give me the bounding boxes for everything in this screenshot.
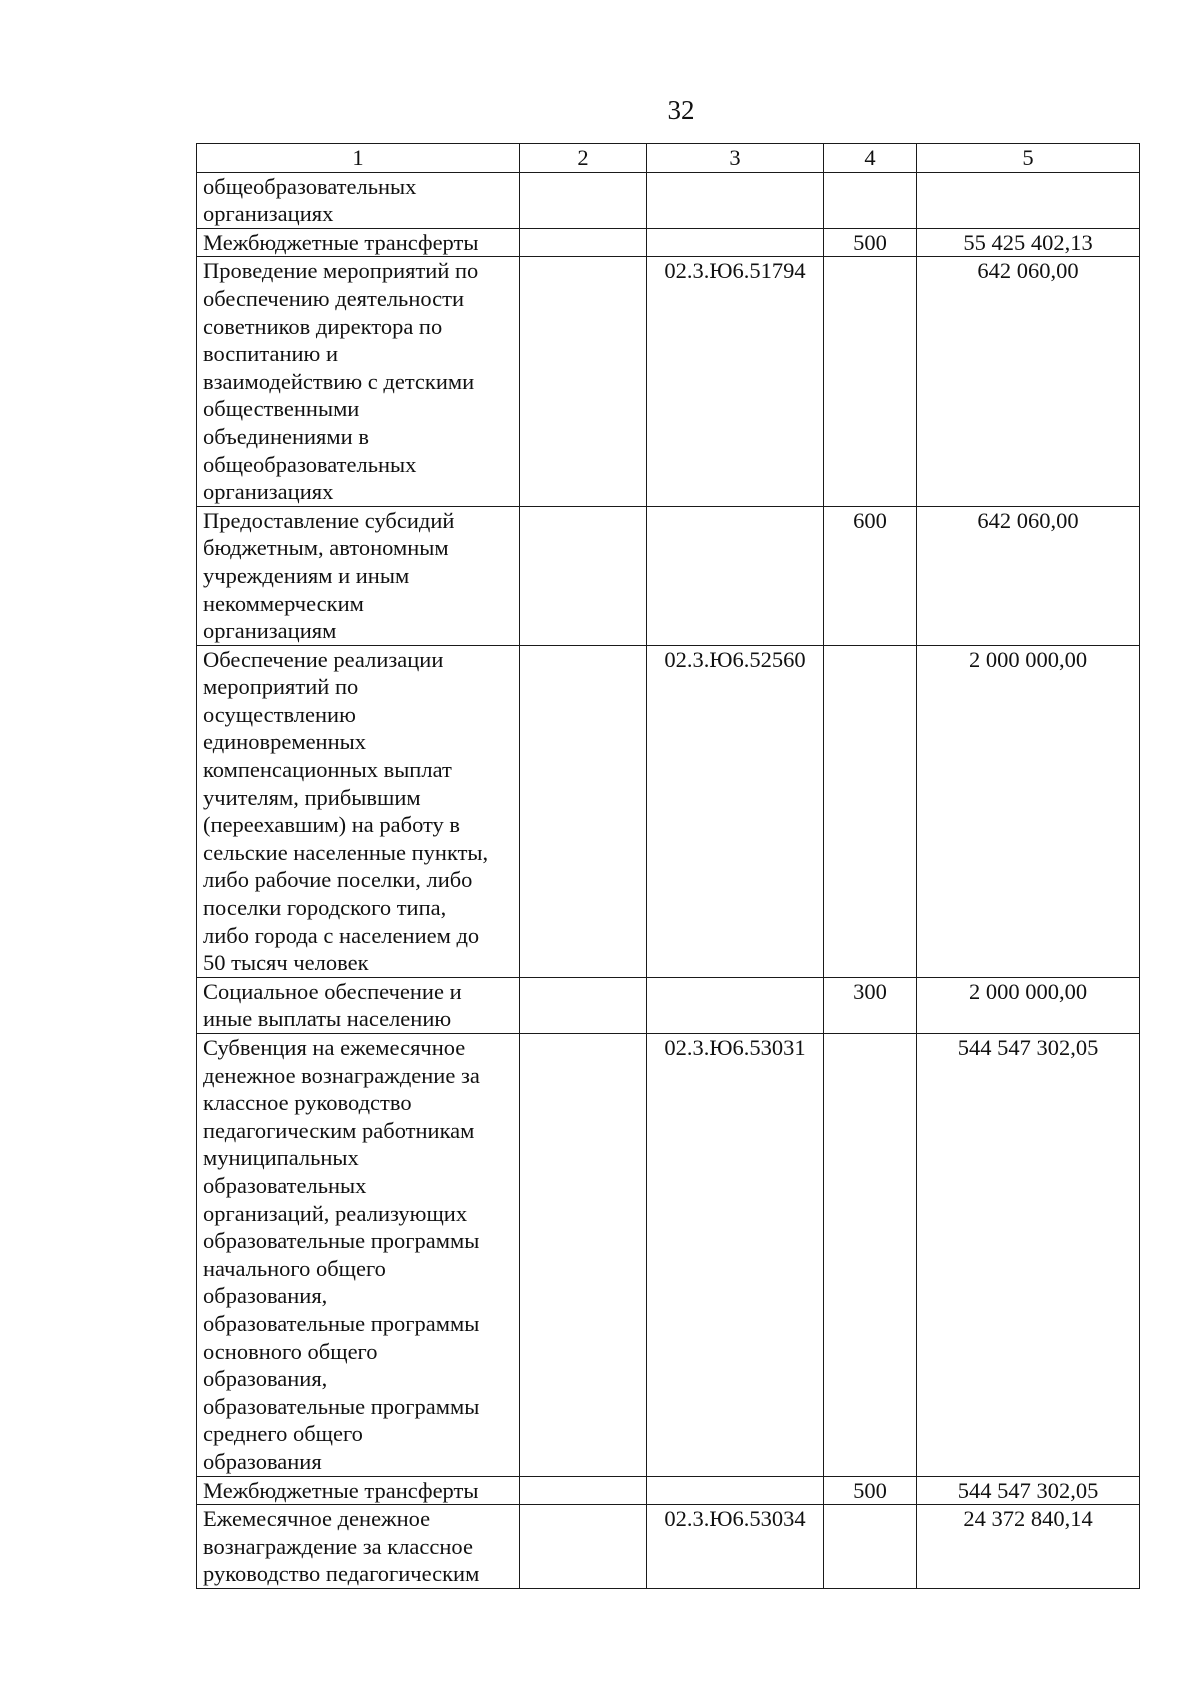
description-line: компенсационных выплат <box>203 757 452 783</box>
row-description <box>197 172 520 228</box>
row-column-2 <box>520 1505 647 1589</box>
row-amount: 544 547 302,05 <box>917 1034 1140 1477</box>
description-line: муниципальных <box>203 1145 359 1171</box>
description-line: Предоставление субсидий <box>203 507 455 533</box>
row-amount: 642 060,00 <box>917 257 1140 506</box>
description-line: организациям <box>203 618 337 644</box>
row-target-code: 02.3.Ю6.53031 <box>647 1034 824 1477</box>
row-amount: 2 000 000,00 <box>917 977 1140 1033</box>
row-amount: 544 547 302,05 <box>917 1476 1140 1505</box>
description-line: образовательных <box>203 1172 367 1198</box>
row-target-code: 02.3.Ю6.53034 <box>647 1505 824 1589</box>
table-row <box>197 645 1140 977</box>
row-column-2 <box>520 257 647 506</box>
description-line: Субвенция на ежемесячное <box>203 1035 466 1060</box>
description-line: поселки городского типа, <box>203 895 447 921</box>
description-line: образовательные программы <box>203 1310 480 1336</box>
row-amount <box>917 172 1140 228</box>
description-line: педагогическим работникам <box>203 1117 475 1143</box>
row-target-code <box>647 1476 824 1505</box>
description-line: обеспечению деятельности <box>203 285 465 311</box>
row-description <box>197 257 520 506</box>
description-line: 50 тысяч человек <box>203 950 369 976</box>
description-line: Межбюджетные трансферты <box>203 229 479 255</box>
description-line: некоммерческим <box>203 590 364 616</box>
row-target-code: 02.3.Ю6.52560 <box>647 645 824 977</box>
row-expense-type: 500 <box>824 228 917 257</box>
row-description <box>197 1034 520 1477</box>
table-row <box>197 1034 1140 1477</box>
table-row <box>197 1476 1140 1505</box>
description-line: либо рабочие поселки, либо <box>203 867 473 893</box>
row-target-code <box>647 506 824 645</box>
description-line: сельские населенные пункты, <box>203 839 489 865</box>
description-line: общеобразовательных <box>203 451 417 477</box>
row-expense-type <box>824 1505 917 1589</box>
description-line: осуществлению <box>203 701 356 727</box>
row-description <box>197 977 520 1033</box>
description-line: Ежемесячное денежное <box>203 1506 431 1532</box>
row-column-2 <box>520 228 647 257</box>
row-description <box>197 1476 520 1505</box>
description-line: воспитанию и <box>203 341 338 367</box>
row-amount: 24 372 840,14 <box>917 1505 1140 1589</box>
budget-table <box>196 143 1140 1589</box>
description-line: бюджетным, автономным <box>203 535 449 561</box>
description-line: мероприятий по <box>203 674 359 700</box>
row-column-2 <box>520 172 647 228</box>
description-line: организаций, реализующих <box>203 1200 468 1226</box>
row-target-code <box>647 172 824 228</box>
row-column-2 <box>520 1476 647 1505</box>
description-line: учреждениям и иным <box>203 562 410 588</box>
description-line: образовательные программы <box>203 1228 480 1254</box>
description-line: образовательные программы <box>203 1393 480 1419</box>
description-line: (переехавшим) на работу в <box>203 812 461 838</box>
row-description <box>197 506 520 645</box>
table-header-row <box>197 144 1140 173</box>
row-target-code <box>647 977 824 1033</box>
description-line: Проведение мероприятий по <box>203 258 479 284</box>
description-line: классное руководство <box>203 1090 412 1116</box>
description-line: среднего общего <box>203 1421 363 1447</box>
description-line: общественными <box>203 396 360 422</box>
row-target-code: 02.3.Ю6.51794 <box>647 257 824 506</box>
table-row <box>197 506 1140 645</box>
description-line: объединениями в <box>203 423 369 449</box>
row-column-2 <box>520 506 647 645</box>
description-line: советников директора по <box>203 313 443 339</box>
row-column-2 <box>520 977 647 1033</box>
row-description <box>197 645 520 977</box>
table-row <box>197 257 1140 506</box>
description-line: руководство педагогическим <box>203 1561 480 1587</box>
header-col-5: 5 <box>917 144 1140 173</box>
row-target-code <box>647 228 824 257</box>
description-line: общеобразовательных <box>203 173 417 199</box>
row-expense-type <box>824 1034 917 1477</box>
page-number: 32 <box>667 95 695 125</box>
description-line: основного общего <box>203 1338 378 1364</box>
description-line: образования, <box>203 1366 328 1392</box>
header-col-4: 4 <box>824 144 917 173</box>
row-column-2 <box>520 1034 647 1477</box>
description-line: образования, <box>203 1283 328 1309</box>
description-line: иные выплаты населению <box>203 1006 452 1032</box>
description-line: учителям, прибывшим <box>203 784 421 810</box>
description-line: начального общего <box>203 1255 386 1281</box>
row-expense-type: 600 <box>824 506 917 645</box>
table-row <box>197 228 1140 257</box>
row-expense-type: 500 <box>824 1476 917 1505</box>
description-line: организациях <box>203 479 334 505</box>
description-line: вознаграждение за классное <box>203 1533 473 1559</box>
row-description <box>197 228 520 257</box>
row-expense-type <box>824 257 917 506</box>
table-row <box>197 977 1140 1033</box>
row-amount: 642 060,00 <box>917 506 1140 645</box>
description-line: единовременных <box>203 729 367 755</box>
description-line: денежное вознаграждение за <box>203 1062 480 1088</box>
row-column-2 <box>520 645 647 977</box>
row-expense-type <box>824 645 917 977</box>
table-row <box>197 1505 1140 1589</box>
description-line: либо города с населением до <box>203 922 480 948</box>
description-line: организациях <box>203 201 334 227</box>
header-col-2: 2 <box>520 144 647 173</box>
row-amount: 2 000 000,00 <box>917 645 1140 977</box>
row-description <box>197 1505 520 1589</box>
description-line: Обеспечение реализации <box>203 646 444 672</box>
row-amount: 55 425 402,13 <box>917 228 1140 257</box>
header-col-3: 3 <box>647 144 824 173</box>
description-line: образования <box>203 1448 322 1474</box>
header-col-1: 1 <box>197 144 520 173</box>
description-line: Социальное обеспечение и <box>203 978 462 1004</box>
row-expense-type: 300 <box>824 977 917 1033</box>
description-line: взаимодействию с детскими <box>203 368 475 394</box>
table-row <box>197 172 1140 228</box>
description-line: Межбюджетные трансферты <box>203 1477 479 1503</box>
row-expense-type <box>824 172 917 228</box>
